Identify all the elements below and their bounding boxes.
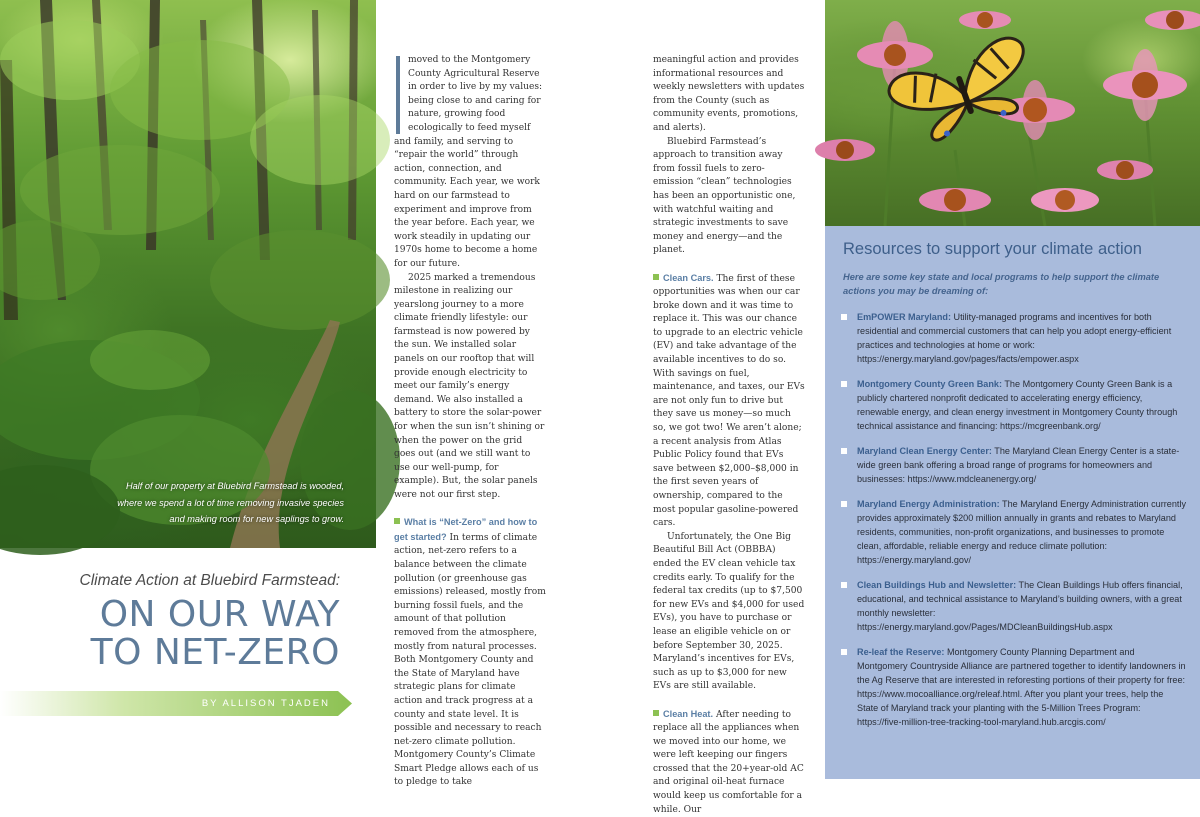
article-column-1 xyxy=(394,54,546,790)
drop-cap-bar xyxy=(396,56,400,134)
resources-title: Resources to support your climate action xyxy=(843,240,1142,259)
list-item xyxy=(841,444,1186,486)
paragraph: meaningful action and provides informational resources and weekly newsletters with updates from the County (such as community events, promotions, and alerts). xyxy=(653,54,805,136)
resource-text: The Montgomery County Green Bank is a publicly chartered nonprofit dedicated to accelerating energy efficiency, renewable energy, and clean energy investment in Montgomery County through technical assistance and financing: https://mcgreenbank.org/ xyxy=(857,379,1177,431)
article-title xyxy=(0,596,340,672)
section-heading-net-zero: What is “Net-Zero” and how to get started? xyxy=(394,517,537,542)
resource-name: Clean Buildings Hub and Newsletter: xyxy=(857,580,1016,590)
list-item xyxy=(841,310,1186,366)
resource-text: The Clean Buildings Hub offers financial, educational, and technical assistance to Maryland’s building owners, with a great monthly newsletter: https://energy.maryland.gov/Pages/MDCleanBuildingsHub.aspx xyxy=(857,580,1183,632)
white-square-bullet-icon xyxy=(841,448,847,454)
resource-name: Maryland Energy Administration: xyxy=(857,499,1000,509)
paragraph: Bluebird Farmstead’s approach to transition away from fossil fuels to zero-emission “clean” technologies has been an opportunistic one, with watchful waiting and strategic investments to save money and energy—and the planet. xyxy=(653,136,805,258)
forest-photo xyxy=(0,0,376,548)
author-byline: BY ALLISON TJADEN xyxy=(0,698,330,709)
resource-name: EmPOWER Maryland: xyxy=(857,312,951,322)
paragraph: Clean Heat. After needing to replace all the appliances when we moved into our home, we were left keeping our fingers crossed that the 20+year-old AC and original oil-heat furnace would keep us comfortable for a while. Our xyxy=(653,708,805,817)
resources-list xyxy=(841,310,1186,740)
article-column-2 xyxy=(653,54,805,817)
forest-illustration xyxy=(0,0,376,548)
white-square-bullet-icon xyxy=(841,381,847,387)
list-item xyxy=(841,377,1186,433)
resource-name: Re-leaf the Reserve: xyxy=(857,647,944,657)
resource-text: The Maryland Clean Energy Center is a state-wide green bank offering a broad range of programs for homeowners and businesses: https://www.mdcleanenergy.org/ xyxy=(857,446,1179,484)
paragraph: 2025 marked a tremendous milestone in realizing our yearslong journey to a more climate friendly lifestyle: our farmstead is now powered by the sun. We installed solar panels on our rooftop that will provide enough electricity to meet our family’s energy demand. We also installed a battery to store the solar-power for when the sun isn’t shining or when the power on the grid goes out (and we still want to use our well-pump, for example). But, the solar panels were not our first step. xyxy=(394,272,546,503)
white-square-bullet-icon xyxy=(841,582,847,588)
section-heading-clean-heat: Clean Heat. xyxy=(653,709,713,719)
flowers-illustration xyxy=(825,0,1200,226)
paragraph: What is “Net-Zero” and how to get started? In terms of climate action, net-zero refers to a balance between the climate pollution (or greenhouse gas emissions) released, mostly from burning fossil fuels, and the amount of that pollution removed from the atmosphere, mostly from natural processes. Both Montgomery County and the State of Maryland have strategic plans for climate action and track progress at a county and state level. It is possible and necessary to reach net-zero climate pollution. Montgomery County’s Climate Smart Pledge allows each of us to pledge to take xyxy=(394,516,546,790)
white-square-bullet-icon xyxy=(841,649,847,655)
green-square-icon xyxy=(394,518,400,524)
list-item xyxy=(841,578,1186,634)
resource-text: Montgomery County Planning Department and Montgomery Countryside Alliance are partnered together to identify landowners in the Ag Reserve that are interested in reforesting portions of their property for free: https://www.mocoalliance.org/releaf.html. After you plant your trees, help the State of Maryland track your planting with the 5-Million Trees Program: https://five-million-tree-tracking-tool-maryland.hub.arcgis.com/ xyxy=(857,647,1186,727)
resource-text: The Maryland Energy Administration currently provides approximately $200 million annually in grants and rebates to Maryland residents, communities, non-profit organizations, and businesses to promote clean, affordable, reliable energy and reduce climate pollution: https://energy.maryland.gov/ xyxy=(857,499,1186,565)
title-line-1: ON OUR WAY xyxy=(0,596,340,634)
resources-intro: Here are some key state and local programs to help support the climate actions you may be dreaming of: xyxy=(843,270,1183,298)
photo-caption: Half of our property at Bluebird Farmstead is wooded, where we spend a lot of time removing invasive species and making room for new saplings to grow. xyxy=(100,478,344,528)
section-heading-clean-cars: Clean Cars. xyxy=(653,273,714,283)
title-line-2: TO NET-ZERO xyxy=(0,634,340,672)
resource-name: Montgomery County Green Bank: xyxy=(857,379,1002,389)
resources-panel xyxy=(825,226,1200,779)
paragraph: Unfortunately, the One Big Beautiful Bill Act (OBBBA) ended the EV clean vehicle tax credits early. To qualify for the federal tax credits (up to $7,500 for new EVs and $4,000 for used EVs), you have to purchase or lease an eligible vehicle on or before September 30, 2025. Maryland’s incentives for EVs, such as up to $3,000 for new EVs are still available. xyxy=(653,531,805,694)
resource-text: Utility-managed programs and incentives for both residential and commercial customers that can help you adopt energy-efficient practices and technologies at home or work: https://energy.maryland.gov/pages/facts/empower.aspx xyxy=(857,312,1171,364)
green-square-icon xyxy=(653,274,659,280)
white-square-bullet-icon xyxy=(841,501,847,507)
butterfly-flowers-photo xyxy=(825,0,1200,226)
list-item xyxy=(841,497,1186,567)
list-item xyxy=(841,645,1186,729)
paragraph: Clean Cars. The first of these opportunities was when our car broke down and it was time to replace it. This was our chance to upgrade to an electric vehicle (EV) and take advantage of the available incentives to do so. With savings on fuel, maintenance, and taxes, our EVs are not only fun to drive but they save us money—so much so, we got two! We aren’t alone; a recent analysis from Atlas Public Policy found that EVs save between $2,000–$8,000 in the first seven years of ownership, compared to the most popular gasoline-powered cars. xyxy=(653,272,805,531)
resource-name: Maryland Clean Energy Center: xyxy=(857,446,992,456)
green-square-icon xyxy=(653,710,659,716)
article-kicker: Climate Action at Bluebird Farmstead: xyxy=(0,572,340,590)
white-square-bullet-icon xyxy=(841,314,847,320)
paragraph: moved to the Montgomery County Agricultural Reserve in order to live by my values: being close to and caring for nature, growing food ecologically to feed myself and family, and serving to “repair the world” through action, connection, and community. Each year, we work hard on our farmstead to experiment and improve from the year before. Each year, we work steadily in updating our 1970s home to become a home for our future. xyxy=(394,54,546,272)
